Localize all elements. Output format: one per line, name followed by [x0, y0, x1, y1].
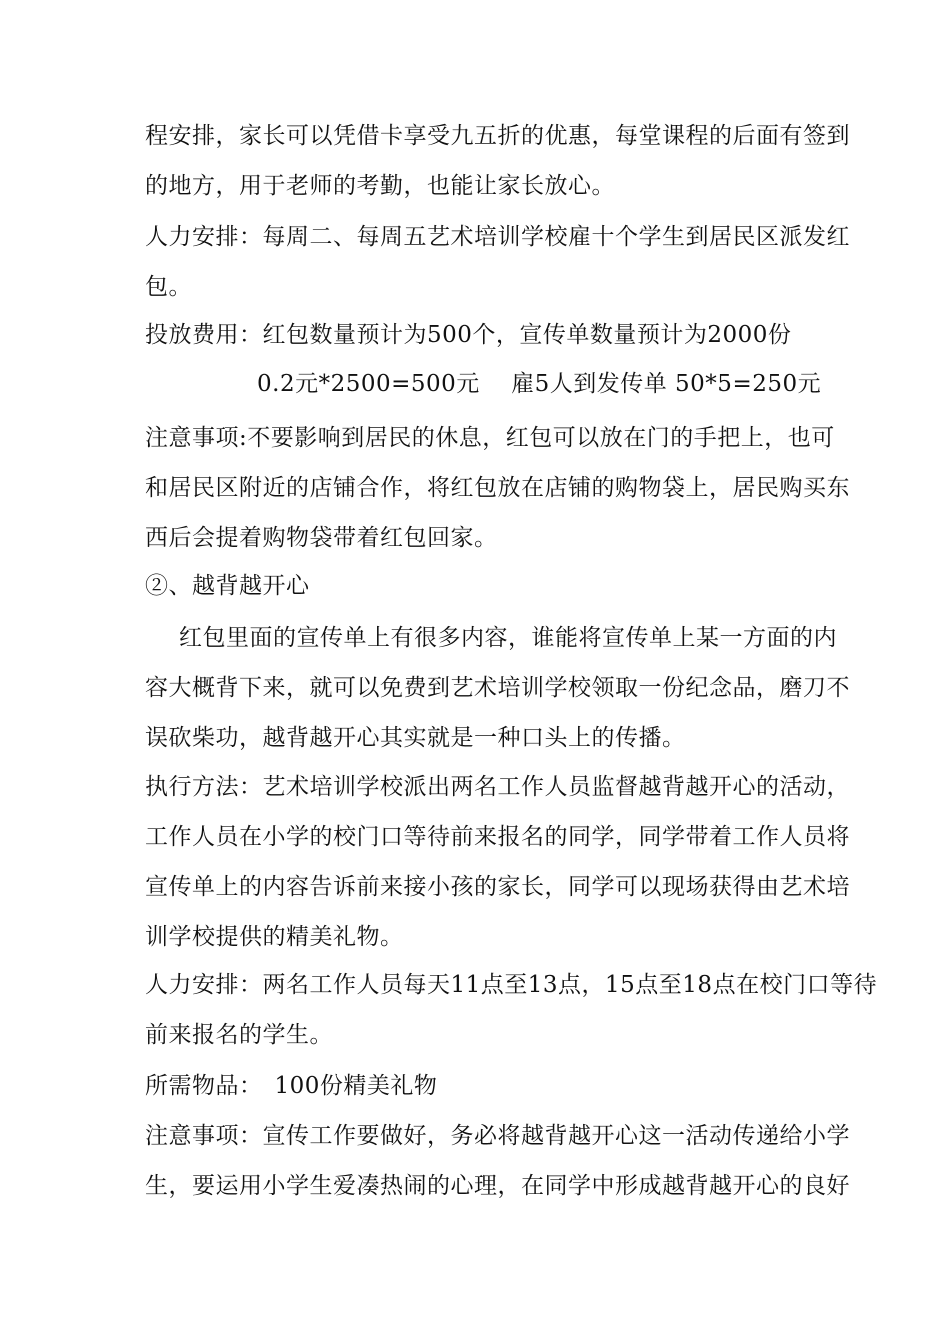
paragraph-first-line: 红包里面的宣传单上有很多内容，谁能将宣传单上某一方面的内 — [179, 625, 837, 651]
text-line: 人力安排：每周二、每周五艺术培训学校雇十个学生到居民区派发红 — [145, 224, 850, 250]
text-line: 训学校提供的精美礼物。 — [145, 924, 404, 950]
text-line: 误砍柴功，越背越开心其实就是一种口头上的传播。 — [145, 725, 686, 751]
text-line: 包。 — [145, 274, 192, 300]
text-line: 注意事项:不要影响到居民的休息，红包可以放在门的手把上，也可 — [145, 425, 835, 451]
text-line: 生，要运用小学生爱凑热闹的心理，在同学中形成越背越开心的良好 — [145, 1173, 850, 1199]
text-line: 的地方，用于老师的考勤，也能让家长放心。 — [145, 173, 615, 199]
text-line: 工作人员在小学的校门口等待前来报名的同学，同学带着工作人员将 — [145, 824, 850, 850]
text-line: 前来报名的学生。 — [145, 1022, 333, 1048]
text-line: 注意事项：宣传工作要做好，务必将越背越开心这一活动传递给小学 — [145, 1123, 850, 1149]
text-line: 容大概背下来，就可以免费到艺术培训学校领取一份纪念品，磨刀不 — [145, 675, 850, 701]
text-line: 西后会提着购物袋带着红包回家。 — [145, 525, 498, 551]
text-line: 执行方法：艺术培训学校派出两名工作人员监督越背越开心的活动， — [145, 774, 850, 800]
text-line: 投放费用：红包数量预计为500个，宣传单数量预计为2000份 — [145, 322, 792, 348]
text-line: 程安排，家长可以凭借卡享受九五折的优惠，每堂课程的后面有签到 — [145, 123, 850, 149]
text-line: 所需物品： 100份精美礼物 — [145, 1073, 438, 1099]
text-line: 宣传单上的内容告诉前来接小孩的家长，同学可以现场获得由艺术培 — [145, 874, 850, 900]
cost-calculation-line: 0.2元*2500=500元 雇5人到发传单 50*5=250元 — [257, 371, 822, 397]
section-heading: ②、越背越开心 — [145, 573, 310, 599]
text-line: 和居民区附近的店铺合作，将红包放在店铺的购物袋上，居民购买东 — [145, 475, 850, 501]
text-line: 人力安排：两名工作人员每天11点至13点，15点至18点在校门口等待 — [145, 972, 878, 998]
